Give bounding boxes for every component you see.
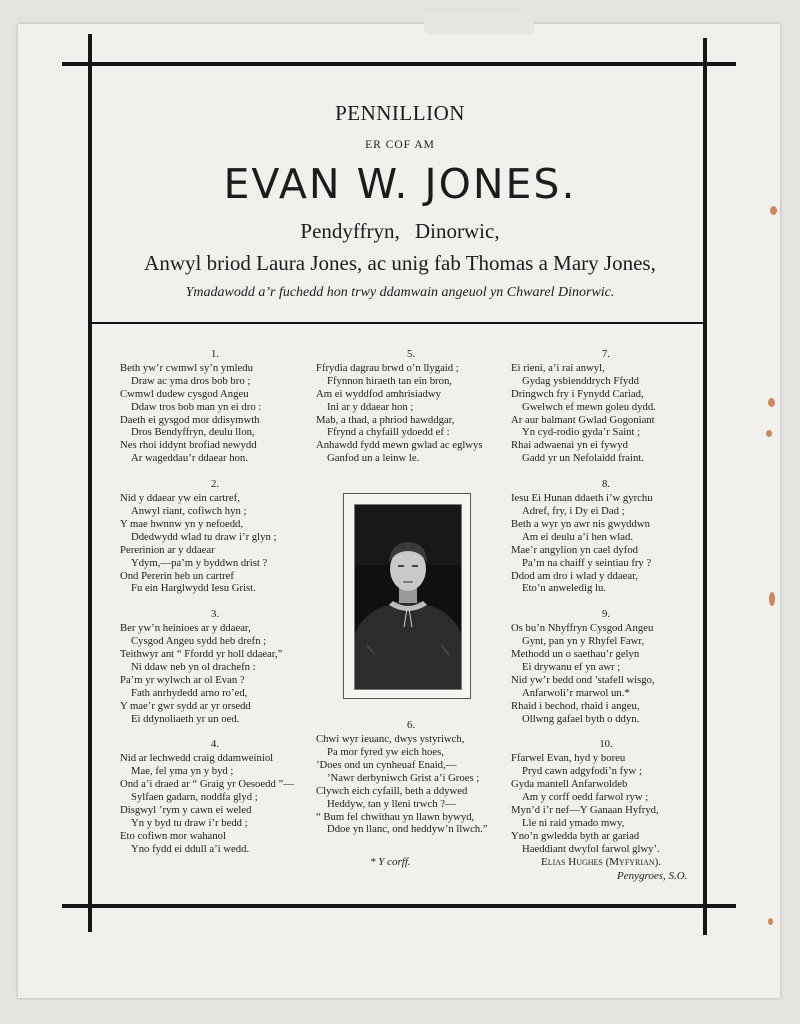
stanza-number: 3.: [210, 608, 219, 621]
verse-line: Ei rieni, a’i rai anwyl,: [511, 361, 605, 374]
verse-line: ’Does ond un cynheuaf Enaid,—: [316, 758, 457, 771]
stanza: [316, 719, 506, 836]
verse-line: Yno fydd ei ddull a’i wedd.: [131, 842, 250, 855]
verse-line: Ar aur balmant Gwlad Gogoniant: [511, 413, 655, 426]
author-signature: Elias Hughes (Myfyrian).: [541, 856, 662, 868]
border-bottom-rule: [62, 904, 736, 908]
place-1: Pendyffryn,: [300, 219, 400, 243]
stanza-number: 1.: [210, 348, 219, 360]
verse-column-left: [120, 348, 310, 869]
stanza: [120, 738, 310, 855]
verse-line: ’Nawr derbyniwch Grist a’i Groes ;: [327, 771, 480, 784]
verse-line: Rhaid i bechod, rhaid i angeu,: [511, 699, 640, 712]
footnote: * Y corff.: [370, 856, 411, 868]
verse-line: Sylfaen gadarn, noddfa glyd ;: [131, 791, 258, 804]
verse-line: Ddod am dro i wlad y ddaear,: [511, 569, 638, 582]
author-place: Penygroes, S.O.: [617, 870, 688, 882]
paper-stain: [769, 592, 775, 606]
verse-line: Iesu Ei Hunan ddaeth i’w gyrchu: [511, 492, 653, 505]
verse-line: Teithwyr ant “ Ffordd yr holl ddaear,”: [120, 648, 283, 661]
stanza: [511, 608, 701, 725]
verse-line: Mae, fel yma yn y byd ;: [131, 765, 234, 778]
verse-line: Gyda mantell Anfarwoldeb: [511, 778, 628, 791]
stanza: [120, 348, 310, 465]
verse-line: Ddoe yn llanc, ond heddyw’n llwch.”: [327, 823, 488, 836]
verse-line: Os bu’n Nhyffryn Cysgod Angeu: [511, 622, 654, 635]
verse-line: Ond a’i draed ar “ Graig yr Oesoedd ”—: [120, 778, 294, 791]
verse-line: Ffynnon hiraeth tan ein bron,: [327, 374, 452, 387]
verse-line: Y mae’r gwr sydd ar yr orsedd: [120, 699, 251, 712]
verse-line: Gynt, pan yn y Rhyfel Fawr,: [522, 635, 645, 648]
verse-line: Pa mor fyred yw eich hoes,: [327, 745, 444, 758]
verse-line: “ Bum fel chwithau yn llawn bywyd,: [316, 810, 475, 823]
verse-line: Ffarwel Evan, hyd y boreu: [511, 752, 626, 765]
verse-line: Beth yw’r cwmwl sy’n ymledu: [120, 361, 253, 374]
verse-line: Ond Pererin heb un cartref: [120, 569, 234, 582]
relation-line: Anwyl briod Laura Jones, ac unig fab Thomas a Mary Jones,: [144, 251, 656, 275]
stanza-number: 9.: [601, 608, 610, 621]
verse-line: Gydag ysbienddrych Ffydd: [522, 374, 639, 387]
verse-line: Haeddiant dwyfol farwol glwy’.: [522, 842, 660, 855]
verse-line: Am ei wyddfod amhrisiadwy: [316, 387, 441, 400]
verse-line: Beth a wyr yn awr nis gwyddwn: [511, 517, 650, 530]
stanza: [120, 608, 310, 725]
verse-line: Chwi wyr ieuanc, dwys ystyriwch,: [316, 733, 465, 746]
verse-line: Pryd cawn adgyfodi’n fyw ;: [522, 765, 642, 778]
verse-line: Am ei deulu a’i hen wlad.: [522, 530, 633, 543]
verse-line: Dringwch fry i Fynydd Cariad,: [511, 387, 644, 400]
verse-line: Ffrydia dagrau brwd o’n llygaid ;: [316, 361, 459, 374]
stanza-number: 10.: [599, 738, 613, 751]
verse-line: Rhai adwaenai yn ei fywyd: [511, 439, 628, 452]
verse-line: Y mae hwnnw yn y nefoedd,: [120, 517, 244, 530]
verse-line: Gwelwch ef mewn goleu dydd.: [522, 400, 656, 413]
paper-stain: [770, 206, 777, 215]
stanza-number: 6.: [406, 719, 415, 732]
verse-line: Nid y ddaear yw ein cartref,: [120, 492, 240, 505]
stanza: [511, 738, 701, 855]
verse-line: Ollwng gafael byth o ddyn.: [522, 712, 640, 725]
stanza-number: 8.: [601, 478, 610, 491]
paper-stain: [768, 918, 773, 925]
verse-line: Nid ar lechwedd craig ddamweiniol: [120, 752, 274, 765]
paper-stain: [768, 398, 775, 407]
verse-line: Dros Bendyffryn, deulu llon,: [131, 426, 255, 439]
verse-line: Ei ddynoliaeth yr un oed.: [131, 712, 240, 725]
header-divider: [92, 322, 703, 324]
verse-line: Mae’r angylion yn cael dyfod: [511, 543, 639, 556]
stanza: [120, 478, 310, 595]
verse-line: Fu ein Harglwydd Iesu Grist.: [131, 582, 256, 595]
verse-line: Fath anrhydedd arno ro’ed,: [131, 686, 248, 699]
verse-line: Lle ni raid ymado mwy,: [522, 816, 625, 829]
verse-line: Myn’d i’r nef—Y Ganaan Hyfryd,: [511, 804, 659, 816]
verse-line: Nid yw’r bedd ond ’stafell wisgo,: [511, 673, 655, 686]
deceased-name: EVAN W. JONES.: [223, 160, 577, 208]
verse-line: Cwmwl dudew cysgod Angeu: [120, 387, 249, 400]
portrait-frame: [343, 493, 471, 699]
heading-subtitle: ER COF AM: [365, 139, 435, 151]
verse-line: Eto cofiwn mor wahanol: [120, 829, 226, 842]
stanza-number: 4.: [210, 738, 219, 751]
place-2: Dinorwic,: [415, 219, 500, 243]
verse-line: Yno’n gwledda byth ar gariad: [511, 829, 640, 842]
verse-line: Pa’m yr wylwch ar ol Evan ?: [120, 673, 245, 686]
verse-line: Ydym,—pa’m y byddwn drist ?: [131, 556, 268, 569]
stanza-number: 2.: [210, 478, 219, 491]
verse-line: Eto’n anweledig lu.: [522, 582, 606, 595]
verse-line: Ddaw tros bob man yn ei dro :: [131, 400, 262, 413]
verse-line: Mab, a thad, a phriod hawddgar,: [316, 413, 455, 426]
stanza-number: 7.: [601, 348, 610, 360]
border-left-rule: [88, 34, 92, 932]
verse-line: Clywch eich cyfaill, beth a ddywed: [316, 784, 468, 797]
verse-line: Nes rhoi iddynt brofiad newydd: [120, 439, 257, 452]
paper-stain: [766, 430, 772, 437]
verse-line: Pererinion ar y ddaear: [120, 543, 215, 556]
verse-line: Heddyw, tan y lleni trwch ?—: [327, 797, 456, 810]
verse-line: Adref, fry, i Dy ei Dad ;: [522, 504, 625, 517]
verse-line: Cysgod Angeu sydd heb drefn ;: [131, 635, 267, 648]
border-top-rule: [62, 62, 736, 66]
heading-title: PENNILLION: [335, 101, 465, 125]
verse-line: Ber yw’n heinioes ar y ddaear,: [120, 622, 251, 635]
verse-line: Pa’m na chaiff y seintiau fry ?: [522, 556, 652, 569]
verse-line: Anhawdd fydd mewn gwlad ac eglwys: [316, 439, 483, 452]
verse-line: Gadd yr un Nefolaidd fraint.: [522, 452, 644, 465]
verse-line: Anwyl riant, cofiwch hyn ;: [131, 504, 247, 517]
stanza: [316, 348, 506, 465]
address-line: [95, 218, 705, 244]
verse-line: Ei drywanu ef yn awr ;: [522, 660, 621, 673]
verse-line: Am y corff oedd farwol ryw ;: [522, 791, 649, 804]
verse-column-right: [511, 348, 701, 869]
stanza: [511, 348, 701, 465]
verse-line: Ddedwydd wlad tu draw i’r glyn ;: [131, 530, 277, 543]
stanza-number: 5.: [406, 348, 415, 360]
verse-line: Draw ac yma dros bob bro ;: [131, 374, 251, 387]
verse-line: Ganfod un a leinw le.: [327, 452, 420, 465]
stanza: [511, 478, 701, 595]
verse-line: Methodd un o saethau’r gelyn: [511, 648, 640, 661]
verse-line: Ar wageddau’r ddaear hon.: [131, 452, 248, 465]
verse-line: Anfarwoli’r marwol un.*: [522, 686, 630, 699]
cause-line: Ymadawodd a’r fuchedd hon trwy ddamwain angeuol yn Chwarel Dinorwic.: [185, 285, 615, 300]
torn-paper-edge: [424, 13, 534, 35]
verse-line: Ni ddaw neb yn ol drachefn :: [131, 660, 256, 673]
portrait-photo: [354, 504, 462, 690]
header: [95, 100, 705, 302]
verse-line: Yn cyd-rodio gyda’r Saint ;: [522, 426, 641, 439]
verse-line: Daeth ei gysgod mor ddisymwth: [120, 413, 260, 426]
verse-line: Yn y byd tu draw i’r bedd ;: [131, 816, 248, 829]
verse-line: Ffrynd a chyfaill ydoedd ef :: [327, 426, 450, 439]
verse-line: Ini ar y ddaear hon ;: [327, 400, 414, 413]
verse-line: Disgwyl ’rym y cawn ei weled: [120, 804, 252, 816]
